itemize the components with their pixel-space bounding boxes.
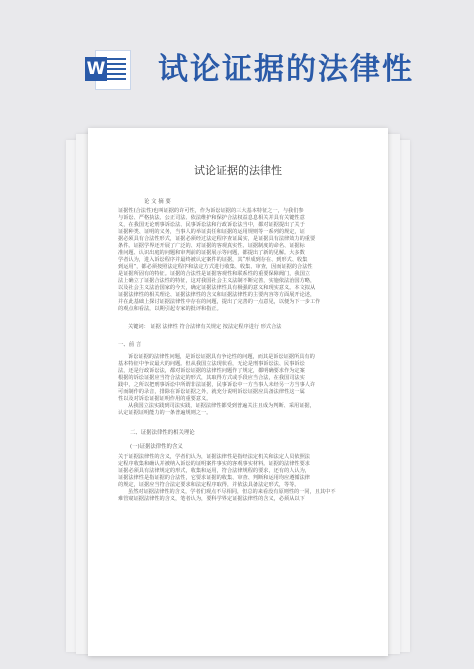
text-line: 证据性(合法性)也叫证据的许可性，作为诉讼证据的三大基本特征之一，与我们参 bbox=[118, 208, 304, 214]
text-line: 以及社会主义法治国家的今天，确定证据法律性具有极强的意义和现实意义。本文拟从 bbox=[118, 285, 316, 291]
page-title: 试论证据的法律性 bbox=[158, 52, 414, 87]
word-badge: W bbox=[86, 59, 106, 79]
text-line: 证据法律性是指证据的合法性，它要求证据的收集、审查、判断和运用均应遵循法律 bbox=[118, 475, 310, 481]
text-line: 践中，之所以把刑事诉讼中所谓非法证据，民事诉讼中一方当事人未经另一方当事人许 bbox=[118, 382, 316, 388]
text-line: 虽然对证据法律性的含义，学者们观点不尽相同，但总的来看没有原则性的一同，且其中不 bbox=[128, 489, 336, 495]
text-line: 是证据所固有的特征。证据的合法性是证据客观性和联系性的重要保障阀门，我国立 bbox=[118, 271, 310, 277]
text-line: 定程序收集和确认并被纳入诉讼的证明案件事实的客观事实材料。证据的法律性要求 bbox=[118, 461, 310, 467]
text-line: 准问题、认识出庭的问题和审判前的证据展示等问题，都提出了新的见解。大多数 bbox=[118, 250, 305, 256]
text-line: 证据必须具有法律规定的形式，收集和运用，符合法律规程的要求，还有的人认为， bbox=[118, 468, 310, 474]
text-line: 关于证据法律性的含义，学者们认为，证据法律性是指经法定机关和法定人员依照法 bbox=[118, 454, 310, 460]
text-line: 诉讼证据的法律性问题，是诉讼证据具有争论性的问题，而其是诉讼证据所具有的 bbox=[128, 354, 315, 360]
text-line: 性以及对诉讼证据证明作用的重要意义。 bbox=[118, 396, 212, 402]
section2-body bbox=[118, 454, 360, 503]
text-line: 难管窥证据法律性的含义，笔者认为，要科学界定证据法律性的含义，必须从以下 bbox=[118, 496, 305, 502]
text-line: 学者认为，进入诉讼程序并最终被认定案件的证据，其“形成到存在、到形式、收集 bbox=[118, 257, 308, 263]
subsection-heading: (一)证据法律性的含义 bbox=[130, 444, 183, 450]
section1-body bbox=[118, 354, 360, 417]
text-line: 到运用”，都必须按照法定程序和法定方式进行收集、收集、审查，因而证据的合法性 bbox=[118, 264, 313, 270]
text-line: 法上确立了证据合法性的特征，这对我国社会主义法制不断完善，实施依法治国方略， bbox=[118, 278, 316, 284]
text-line: 的观点和看法，以期引起专家的批评和指正。 bbox=[118, 306, 222, 312]
text-line: 法，还是行政诉讼法，都对诉讼证据的法律性问题作了规定，都明确要求作为定案 bbox=[118, 368, 305, 374]
document-page bbox=[88, 128, 388, 656]
text-line: 根据的诉讼证据应当符合法定的形式，其取得方式或手段应当合法，在我国司法实 bbox=[118, 375, 305, 381]
text-line: 条件。证据学界还开展了广泛的、对证据的客观真实性、证据制度的命名、证据标 bbox=[118, 243, 305, 249]
text-line: 从我国立法实践到司法实践，证据法律性都受到普遍关注且成为判断、采用证据， bbox=[128, 403, 315, 409]
text-line: 的规定，证据应当符合法定要求和法定程序取得，并依法具备法定形式，等等。 bbox=[118, 482, 300, 488]
text-line: 与诉讼、严格执法、公正司法、依法维护和保护合法权益息息相关并具有关键性意 bbox=[118, 215, 305, 221]
abstract-heading: 论 文 摘 要 bbox=[144, 199, 171, 205]
keywords-line: 关键词： 证据 法律性 符合法律有关规定 按法定程序进行 形式合法 bbox=[128, 324, 282, 330]
text-line: 认定证据证明能力的一条普遍规则之一。 bbox=[118, 410, 212, 416]
text-line: 据必须具有合法性形式，证据必须经过法定程序查证属实，是证据具有法律效力的重要 bbox=[118, 236, 316, 242]
text-line: 可而制作的录音，排除在诉讼证据之外，就充分说明诉讼证据应具备法律性这一属 bbox=[118, 389, 305, 395]
abstract-body bbox=[118, 208, 360, 313]
document-title: 试论证据的法律性 bbox=[194, 164, 282, 177]
header-banner bbox=[0, 0, 474, 110]
text-line: 义，在我国无论刑事诉讼法、民事诉讼法和行政诉讼法当中，都对证据提出了关于 bbox=[118, 222, 305, 228]
text-line: 证据种类、证明的义务，当事人的举证责任和证据的运用规则等一系列的规定，证 bbox=[118, 229, 305, 235]
text-line: 基本特征中争议最大的问题。但从我国立法现状看，无论是刑事诉讼法、民事诉讼 bbox=[118, 361, 305, 367]
text-line: 并在此基础上探讨证据法律性中存在的问题，提出了完善的一点意见，以便为下一步工作 bbox=[118, 299, 321, 305]
word-document-icon bbox=[85, 50, 131, 88]
text-line: 证据法律性的相关理论、证据法律性的含义和证据法律性的主要内容等方面展开论述， bbox=[118, 292, 316, 298]
section-heading: 一、前 言 bbox=[118, 342, 142, 348]
section-heading: 二、证据法律性的相关理论 bbox=[130, 430, 195, 436]
